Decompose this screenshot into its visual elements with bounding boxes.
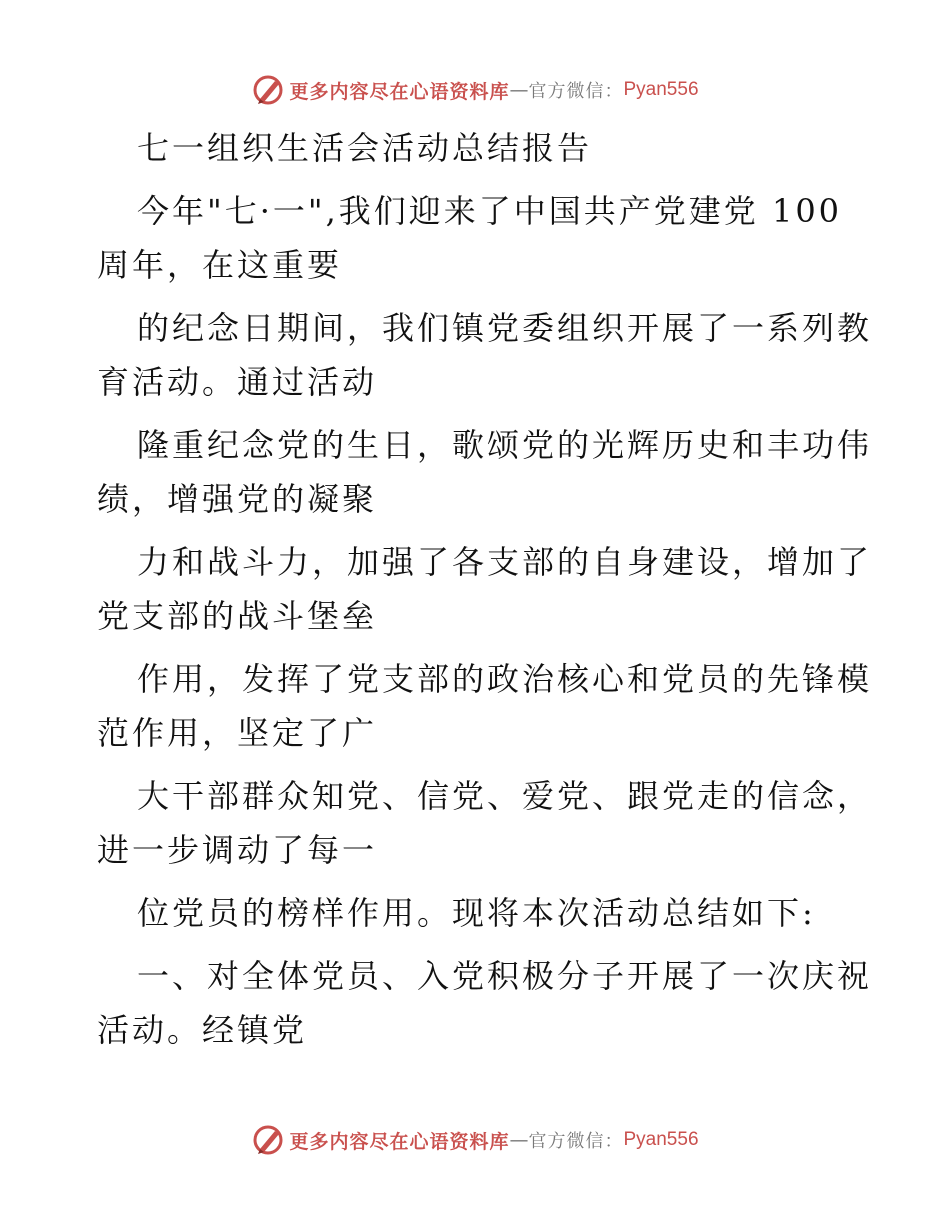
paragraph-line: 绩，增强党的凝聚 bbox=[97, 480, 378, 518]
pen-circle-logo-icon bbox=[251, 1123, 285, 1157]
header-banner bbox=[0, 70, 950, 110]
paragraph-line: 大干部群众知党、信党、爱党、跟党走的信念， bbox=[137, 777, 873, 815]
banner-separator: — bbox=[509, 79, 529, 101]
paragraph-line: 隆重纪念党的生日，歌颂党的光辉历史和丰功伟 bbox=[137, 426, 873, 464]
paragraph-line: 力和战斗力，加强了各支部的自身建设，增加了 bbox=[137, 543, 873, 581]
pen-circle-logo-icon bbox=[251, 73, 285, 107]
paragraph-line: 范作用，坚定了广 bbox=[97, 714, 378, 752]
paragraph-line: 活动。经镇党 bbox=[97, 1011, 308, 1049]
paragraph-line: 今年"七·一",我们迎来了中国共产党建党 100 bbox=[137, 192, 843, 230]
paragraph-line: 进一步调动了每一 bbox=[97, 831, 378, 869]
paragraph-line: 周年，在这重要 bbox=[97, 246, 343, 284]
paragraph-line: 党支部的战斗堡垒 bbox=[97, 597, 378, 635]
document-body bbox=[97, 123, 873, 1068]
document-title: 七一组织生活会活动总结报告 bbox=[137, 129, 593, 167]
footer-banner bbox=[0, 1120, 950, 1160]
paragraph-line: 一、对全体党员、入党积极分子开展了一次庆祝 bbox=[137, 957, 873, 995]
paragraph-line: 作用，发挥了党支部的政治核心和党员的先锋模 bbox=[137, 660, 873, 698]
banner-main-text: 更多内容尽在心语资料库 bbox=[289, 80, 510, 103]
banner-wechat-id: Pyan556 bbox=[623, 1129, 699, 1150]
paragraph-line: 位党员的榜样作用。现将本次活动总结如下: bbox=[137, 894, 816, 932]
paragraph-line: 育活动。通过活动 bbox=[97, 363, 378, 401]
banner-label: 官方微信： bbox=[528, 1131, 624, 1152]
paragraph-line: 的纪念日期间，我们镇党委组织开展了一系列教 bbox=[137, 309, 873, 347]
banner-separator: — bbox=[509, 1129, 529, 1151]
banner-main-text: 更多内容尽在心语资料库 bbox=[289, 1130, 510, 1153]
banner-label: 官方微信： bbox=[528, 81, 624, 102]
banner-wechat-id: Pyan556 bbox=[623, 79, 699, 100]
